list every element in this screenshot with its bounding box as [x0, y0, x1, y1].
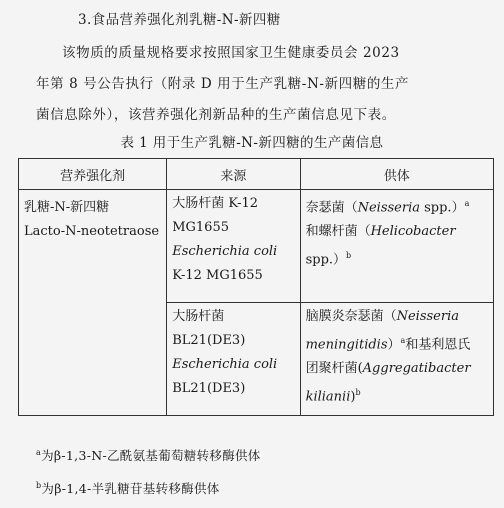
- footnote-mark: b: [346, 251, 352, 261]
- source-latin: Escherichia coli: [172, 244, 278, 259]
- donor-text: 脑膜炎奈瑟菌（: [305, 309, 397, 324]
- donor-text: 和螺杆菌（: [305, 224, 371, 240]
- paragraph-line-2: 年第 8 号公告执行（附录 D 用于生产乳糖-N-新四糖的生产: [36, 76, 410, 92]
- donor-cell: [300, 303, 493, 416]
- donor-latin: kilianii: [305, 389, 351, 405]
- source-latin-strain: BL21(DE3): [172, 381, 246, 396]
- donor-text: 奈瑟菌（: [305, 200, 358, 216]
- footnote-mark: b: [36, 480, 42, 490]
- donor-latin: Aggregatibacter: [362, 361, 471, 377]
- donor-latin: Helicobacter: [370, 224, 456, 240]
- donor-text: spp.）: [305, 252, 347, 268]
- donor-text: 和基利恩氏: [405, 337, 471, 353]
- body-paragraph: [36, 38, 490, 131]
- donor-line: [306, 305, 488, 329]
- paragraph-line-1: 该物质的质量规格要求按照国家卫生健康委员会 2023: [62, 45, 400, 61]
- source-latin-strain: K-12 MG1655: [172, 268, 263, 283]
- source-strain: BL21(DE3): [172, 333, 246, 348]
- footnote-a: [36, 446, 261, 464]
- paragraph-line-3: 菌信息除外），该营养强化剂新品种的生产菌信息见下表。: [36, 107, 396, 123]
- footnote-mark: b: [355, 388, 361, 398]
- fortifier-name-cn: 乳糖-N-新四糖: [24, 200, 110, 215]
- header-donor: 供体: [300, 159, 493, 190]
- table-caption: 表 1 用于生产乳糖-N-新四糖的生产菌信息: [120, 135, 384, 151]
- footnote-mark: a: [464, 199, 470, 208]
- header-source: 来源: [167, 159, 300, 190]
- donor-line: [306, 381, 488, 409]
- source-latin: Escherichia coli: [172, 357, 278, 372]
- donor-latin: Neisseria: [357, 200, 420, 216]
- donor-text: spp.）: [419, 200, 465, 216]
- fortifier-name-en: Lacto-N-neotetraose: [24, 224, 160, 239]
- source-cell: [167, 303, 300, 416]
- footnote-mark: a: [36, 447, 42, 457]
- table-header-row: [19, 159, 494, 190]
- donor-line: [306, 244, 488, 272]
- donor-line: [306, 192, 488, 220]
- donor-text: ）: [387, 337, 401, 353]
- section-heading: 3.食品营养强化剂乳糖-N-新四糖: [78, 12, 281, 28]
- footnote-mark: a: [400, 336, 406, 345]
- donor-line: [306, 357, 488, 381]
- footnote-text: 为β-1,3-N-乙酰氨基葡萄糖转移酶供体: [41, 448, 261, 463]
- source-cn: 大肠杆菌 K-12: [172, 196, 259, 211]
- donor-cell: [300, 190, 493, 303]
- footnote-text: 为β-1,4-半乳糖苷基转移酶供体: [41, 481, 220, 496]
- source-cell: [167, 190, 300, 303]
- fortifier-cell: [19, 190, 167, 416]
- source-cn: 大肠杆菌: [172, 309, 225, 324]
- producer-strain-table: [18, 158, 494, 416]
- donor-text: ): [350, 389, 356, 405]
- footnote-b: [36, 479, 220, 497]
- donor-latin: meningitidis: [305, 337, 388, 353]
- donor-latin: Neisseria: [396, 309, 459, 324]
- donor-text: 团聚杆菌(: [305, 361, 363, 377]
- donor-line: [306, 220, 488, 244]
- source-strain: MG1655: [172, 220, 229, 235]
- donor-line: [306, 329, 488, 357]
- header-fortifier: 营养强化剂: [19, 159, 167, 190]
- table-row: [19, 190, 494, 303]
